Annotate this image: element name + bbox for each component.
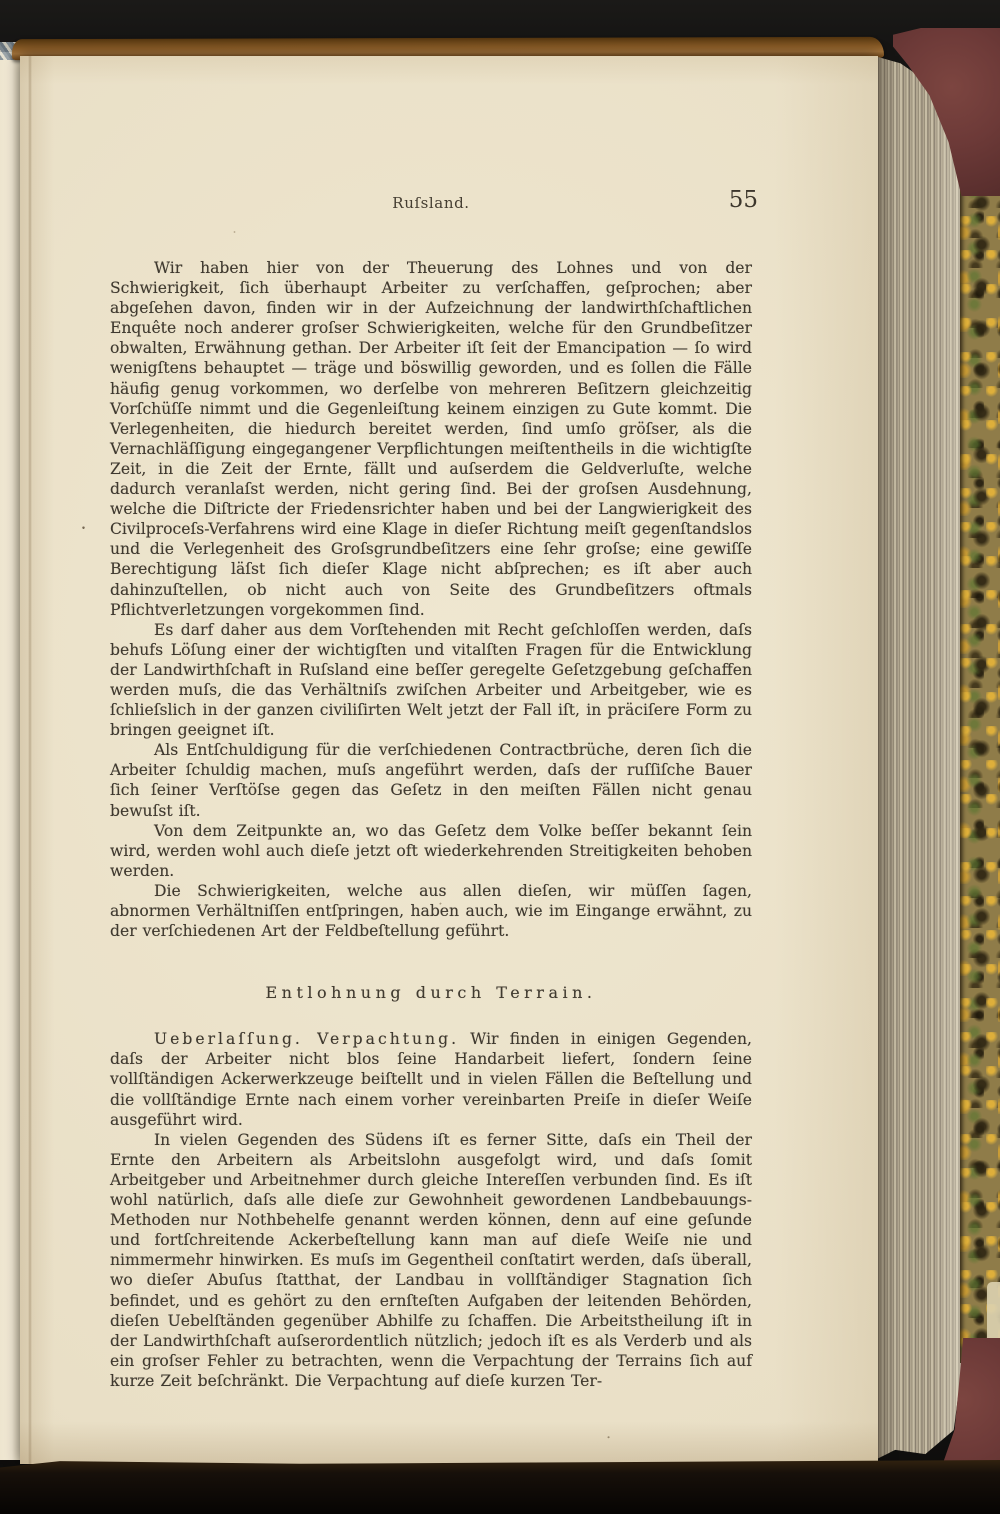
section-heading: Entlohnung durch Terrain.: [265, 983, 597, 1003]
book-page: [20, 56, 878, 1464]
paragraph-lead: Ueberlaſſung. Verpachtung.: [154, 1030, 460, 1049]
paragraph: Es darf daher aus dem Vorſtehenden mit Recht geſchloſſen werden, daſs behufs Löſung einer der wichtigſten und vitalſten Fragen für die Entwicklung der Landwirthſchaft in Ruſsland eine beſſer geregelte Geſetzgebung geſchaffen werden muſs, die das Verhältniſs zwiſchen Arbeiter und Arbeitgeber, wie es ſchlieſslich in der ganzen civiliſirten Welt jetzt der Fall iſt, in präciſere Form zu bringen geeignet iſt.: [110, 620, 752, 740]
paragraph: In vielen Gegenden des Südens iſt es ferner Sitte, daſs ein Theil der Ernte den Arbeitern als Arbeitslohn ausgefolgt wird, und daſs ſomit Arbeitgeber und Arbeitnehmer durch gleiche Intereſſen verbunden ſind. Es iſt wohl natürlich, daſs alle dieſe zur Gewohnheit gewordenen Landbebauungs-Methoden nur Nothbehelfe genannt werden können, denn auf eine geſunde und fortſchreitende Ackerbeſtellung kann man auf dieſe Weiſe nie und nimmermehr hinwirken. Es muſs im Gegentheil conſtatirt werden, daſs überall, wo dieſer Abuſus ſtatthat, der Landbau in vollſtändiger Stagnation ſich befindet, und es gehört zu den ernſteſten Aufgaben der leitenden Behörden, dieſen Uebelſtänden gegenüber Abhilfe zu ſchaffen. Die Arbeitstheilung iſt in der Landwirthſchaft auſserordentlich nützlich; jedoch iſt es als Verderb und als ein groſser Fehler zu betrachten, wenn die Verpachtung der Terrains ſich auf kurze Zeit beſchränkt. Die Verpachtung auf dieſe kurzen Ter-: [110, 1130, 752, 1390]
paragraph: Als Entſchuldigung für die verſchiedenen Contractbrüche, deren ſich die Arbeiter ſchuldig machen, muſs angeführt werden, daſs der ruſſiſche Bauer ſich ſeiner Verſtöſse gegen das Geſetz in den meiſten Fällen nicht genau bewuſst iſt.: [110, 741, 752, 820]
page-text-area: [110, 187, 758, 1391]
page-number: 55: [728, 187, 758, 213]
gutter-crease: [28, 56, 32, 1464]
facing-page-edge: [0, 52, 20, 1460]
page-header: [110, 187, 758, 220]
paragraph: Die Schwierigkeiten, welche aus allen dieſen, wir müſſen ſagen, abnormen Verhältniſſen entſpringen, haben auch, wie im Eingange erwähnt, zu der verſchiedenen Art der Feldbeſtellung geführt.: [110, 881, 752, 941]
fore-edge-page-stack: [878, 52, 964, 1464]
paragraph: Von dem Zeitpunkte an, wo das Geſetz dem Volke beſſer bekannt ſein wird, werden wohl auch dieſe jetzt oft wiederkehrenden Streitigkeiten behoben werden.: [110, 821, 752, 880]
paragraph: Wir haben hier von der Theuerung des Lohnes und von der Schwierigkeit, ſich überhaupt Arbeiter zu verſchaffen, geſprochen; aber abgeſehen davon, finden wir in der Aufzeichnung der landwirthſchaftlichen Enquête noch anderer groſser Schwierigkeiten, welche für den Grundbeſitzer obwalten, Erwähnung gethan. Der Arbeiter iſt ſeit der Emancipation — ſo wird wenigſtens behauptet — träge und böswillig geworden, und es ſollen die Fälle häufig genug vorkommen, wo derſelbe von mehreren Beſitzern gleichzeitig Vorſchüſſe nimmt und die Gegenleiſtung keinem einzigen zu Gute kommt. Die Verlegenheiten, die hiedurch bereitet werden, ſind umſo gröſser, als die Vernachläſſigung eingegangener Verpflichtungen meiſtentheils in die wichtigſte Zeit, in die Zeit der Ernte, fällt und auſserdem die Geldverluſte, welche dadurch veranlaſst werden, nicht gering ſind. Bei der groſsen Ausdehnung, welche die Diſtricte der Friedensrichter haben und bei der Langwierigkeit des Civilproceſs-Verfahrens wird eine Klage in dieſer Richtung meiſt gegenſtandslos und die Verlegenheit des Groſsgrundbeſitzers eine ſehr groſse; eine gewiſſe Berechtigung läſst ſich dieſer Klage nicht abſprechen; es iſt aber auch dahinzuſtellen, ob nicht auch von Seite des Grundbeſitzers oftmals Pflichtverletzungen vorgekommen ſind.: [110, 259, 752, 619]
running-header: Ruſsland.: [392, 194, 470, 212]
background-bottom: [0, 1460, 1000, 1514]
page-body-text: [110, 258, 752, 1391]
marbled-cover: [960, 148, 1000, 1363]
paragraph: Ueberlaſſung. Verpachtung. Wir finden in einigen Gegenden, daſs der Arbeiter nicht blos ſeine Handarbeit liefert, ſondern ſeine vollſtändigen Ackerwerkzeuge beiſtellt und in vielen Fällen die Beſtellung und die vollſtändige Ernte nach einem vorher vereinbarten Preiſe in dieſer Weiſe ausgeführt wird.: [110, 1030, 753, 1129]
